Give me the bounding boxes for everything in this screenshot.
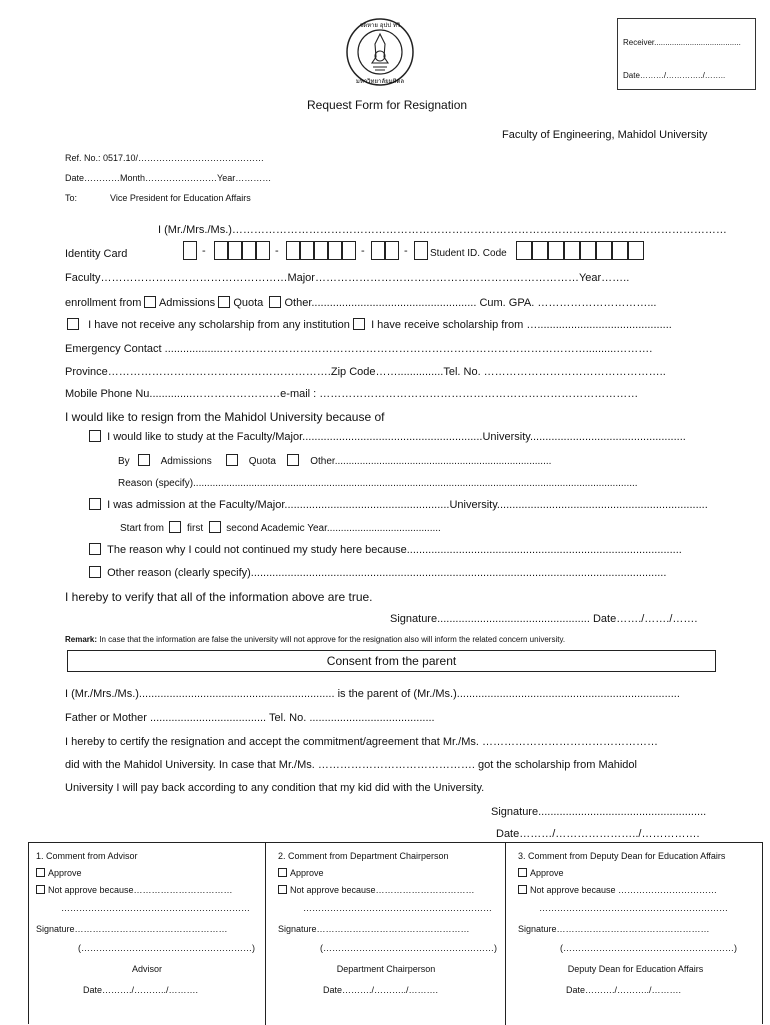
ref-no[interactable]: Ref. No.: 0517.10/…………………………………… bbox=[65, 153, 265, 163]
not-approve-line[interactable]: Not approve because…………………………… bbox=[48, 885, 233, 895]
date-line[interactable]: Date………./………../………. bbox=[566, 985, 682, 995]
header-date[interactable]: Date…………Month……………………Year………… bbox=[65, 173, 272, 183]
seal-top-text: จดหาย อุปป ทวิ bbox=[359, 22, 401, 29]
student-id-digit-box[interactable] bbox=[532, 241, 548, 260]
by-other-line[interactable]: Other.............................................................................. bbox=[310, 456, 552, 467]
student-id-digit-box[interactable] bbox=[580, 241, 596, 260]
id-digit-box[interactable] bbox=[385, 241, 399, 260]
reason-4-line[interactable]: Other reason (clearly specify)........................................................................................................................................ bbox=[107, 567, 667, 579]
name-paren[interactable]: (…………………………………………………) bbox=[560, 943, 737, 953]
consent-line-4[interactable]: did with the Mahidol University. In case that Mr./Ms. ……………………………………. got the scholarship from Mahidol bbox=[65, 759, 637, 771]
approve-option[interactable] bbox=[36, 868, 82, 878]
reason-2-row bbox=[89, 498, 708, 511]
name-paren[interactable]: (…………………………………………………) bbox=[78, 943, 255, 953]
reason-1-by-row bbox=[118, 454, 551, 467]
no-scholarship-label: I have not receive any scholarship from any institution bbox=[88, 319, 350, 331]
by-quota-label: Quota bbox=[248, 456, 276, 467]
not-approve-option[interactable] bbox=[278, 885, 475, 895]
mahidol-university-seal bbox=[345, 17, 415, 87]
emergency-contact-line[interactable]: Emergency Contact ...................………………………………………………………………………………………..........………. bbox=[65, 343, 653, 355]
by-label: By bbox=[118, 456, 130, 467]
reason-3-row bbox=[89, 543, 682, 556]
other-gpa-line[interactable]: Other...................................................... Cum. GPA. …………………………... bbox=[284, 297, 657, 309]
parent-date[interactable]: Date………/…………………../……………. bbox=[496, 828, 700, 840]
scholarship-row bbox=[67, 318, 672, 331]
id-digit-box[interactable] bbox=[414, 241, 428, 260]
remark-text: In case that the information are false the university will not approve for the resignation also will inform the related concern university. bbox=[97, 635, 566, 644]
no-scholarship-checkbox[interactable] bbox=[67, 318, 79, 330]
second-line[interactable]: second Academic Year......................................... bbox=[226, 523, 441, 534]
approve-option[interactable] bbox=[278, 868, 324, 878]
consent-line-5: University I will pay back according to any condition that my kid did with the University. bbox=[65, 782, 485, 794]
id-digit-box[interactable] bbox=[256, 241, 270, 260]
consent-line-2[interactable]: Father or Mother ...................................... Tel. No. ......................................... bbox=[65, 712, 435, 724]
start-from-row bbox=[120, 521, 441, 534]
reasons-heading: I would like to resign from the Mahidol University because of bbox=[65, 410, 385, 424]
approve-checkbox[interactable] bbox=[36, 868, 45, 877]
by-quota-checkbox[interactable] bbox=[226, 454, 238, 466]
second-checkbox[interactable] bbox=[209, 521, 221, 533]
student-id-digit-box[interactable] bbox=[596, 241, 612, 260]
enrollment-row bbox=[65, 296, 657, 309]
admissions-label: Admissions bbox=[158, 297, 216, 309]
student-id-digit-box[interactable] bbox=[516, 241, 532, 260]
reason-1-row bbox=[89, 430, 686, 443]
applicant-name-line[interactable]: I (Mr./Mrs./Ms.)……………………………………………………………………………………………………………………… bbox=[158, 224, 727, 236]
admissions-checkbox[interactable] bbox=[144, 296, 156, 308]
not-approve-line[interactable]: Not approve because…………………………… bbox=[290, 885, 475, 895]
name-paren[interactable]: (…………………………………………………) bbox=[320, 943, 497, 953]
form-title: Request Form for Resignation bbox=[307, 98, 468, 112]
faculty-header: Faculty of Engineering, Mahidol University bbox=[502, 129, 708, 141]
student-id-digit-box[interactable] bbox=[628, 241, 644, 260]
comment-dots[interactable]: ……………………………………………………… bbox=[539, 903, 728, 913]
advisor-comment-column bbox=[29, 843, 265, 1025]
not-approve-option[interactable] bbox=[36, 885, 233, 895]
comment-title: 1. Comment from Advisor bbox=[36, 851, 138, 861]
receiver-line[interactable]: Receiver....................................... bbox=[623, 38, 741, 47]
date-line[interactable]: Date………./………../………. bbox=[323, 985, 439, 995]
approve-label: Approve bbox=[530, 868, 564, 878]
reason-3-line[interactable]: The reason why I could not continued my study here because.......................................................................................... bbox=[107, 544, 682, 556]
seal-bottom-text: มหาวิทยาลัยมหิดล bbox=[355, 78, 405, 85]
id-digit-box[interactable] bbox=[183, 241, 197, 260]
student-id-label: Student ID. Code bbox=[430, 248, 507, 259]
reason-1-line[interactable]: I would like to study at the Faculty/Major...........................................................University................................................... bbox=[107, 431, 686, 443]
consent-line-3[interactable]: I hereby to certify the resignation and accept the commitment/agreement that Mr./Ms. ………………………………………… bbox=[65, 736, 658, 748]
approval-table bbox=[28, 842, 763, 1024]
chairperson-comment-column bbox=[265, 843, 505, 1025]
comment-title: 3. Comment from Deputy Dean for Education Affairs bbox=[518, 851, 726, 861]
reason-specify-line[interactable]: Reason (specify)................................................................................................................................................................ bbox=[118, 478, 638, 489]
reason-4-checkbox[interactable] bbox=[89, 566, 101, 578]
reason-2-line[interactable]: I was admission at the Faculty/Major......................................................University..................................................................... bbox=[107, 499, 708, 511]
has-scholarship-line[interactable]: I have receive scholarship from …............................................ bbox=[371, 319, 672, 331]
first-label: first bbox=[187, 523, 204, 534]
student-id-digit-box[interactable] bbox=[612, 241, 628, 260]
comment-dots[interactable]: ……………………………………………………… bbox=[303, 903, 492, 913]
identity-card-label: Identity Card bbox=[65, 248, 128, 260]
remark bbox=[65, 635, 565, 644]
parent-signature[interactable]: Signature....................................................... bbox=[491, 806, 707, 818]
first-checkbox[interactable] bbox=[169, 521, 181, 533]
id-digit-box[interactable] bbox=[314, 241, 328, 260]
to-label: To: bbox=[65, 193, 78, 203]
id-digit-box[interactable] bbox=[228, 241, 242, 260]
applicant-signature-date[interactable]: Signature.................................................. Date……./……./……. bbox=[390, 613, 698, 625]
reason-2-checkbox[interactable] bbox=[89, 498, 101, 510]
not-approve-line[interactable]: Not approve because …………………………… bbox=[530, 885, 718, 895]
reason-3-checkbox[interactable] bbox=[89, 543, 101, 555]
id-digit-box[interactable] bbox=[342, 241, 356, 260]
comment-dots[interactable]: ……………………………………………………… bbox=[61, 903, 250, 913]
deputy-dean-comment-column bbox=[505, 843, 764, 1025]
date-line[interactable]: Date………./………../………. bbox=[83, 985, 199, 995]
id-digit-box[interactable] bbox=[328, 241, 342, 260]
consent-line-1[interactable]: I (Mr./Mrs./Ms.)................................................................ is the parent of (Mr./Ms.)......................................................................... bbox=[65, 688, 680, 700]
quota-checkbox[interactable] bbox=[218, 296, 230, 308]
not-approve-option[interactable] bbox=[518, 885, 717, 895]
student-id-digit-box[interactable] bbox=[564, 241, 580, 260]
id-digit-box[interactable] bbox=[300, 241, 314, 260]
faculty-major-year-line[interactable]: Faculty……………………………………………Major………………………………………………………………Year…….. bbox=[65, 272, 630, 284]
role-label: Advisor bbox=[131, 964, 162, 974]
id-digit-box[interactable] bbox=[214, 241, 228, 260]
receiver-box bbox=[617, 18, 756, 90]
mobile-email-line[interactable]: Mobile Phone Nu..............……………………e-mail : …………………………………………………………………………… bbox=[65, 388, 639, 400]
consent-title: Consent from the parent bbox=[67, 650, 716, 672]
reason-4-row bbox=[89, 566, 666, 579]
signature-line[interactable]: Signature…………………………………………… bbox=[518, 924, 710, 934]
signature-line[interactable]: Signature…………………………………………… bbox=[278, 924, 470, 934]
role-label: Department Chairperson bbox=[336, 964, 436, 974]
by-admissions-checkbox[interactable] bbox=[138, 454, 150, 466]
not-approve-checkbox[interactable] bbox=[518, 885, 527, 894]
not-approve-checkbox[interactable] bbox=[36, 885, 45, 894]
quota-label: Quota bbox=[233, 297, 264, 309]
start-from-label: Start from bbox=[120, 523, 164, 534]
signature-line[interactable]: Signature…………………………………………… bbox=[36, 924, 228, 934]
to-value: Vice President for Education Affairs bbox=[110, 193, 251, 203]
reason-1-checkbox[interactable] bbox=[89, 430, 101, 442]
remark-label: Remark: bbox=[65, 635, 98, 644]
by-admissions-label: Admissions bbox=[160, 456, 212, 467]
id-digit-box[interactable] bbox=[371, 241, 385, 260]
province-line[interactable]: Province…………………………………………………….Zip Code……...............Tel. No. ………………………………………….. bbox=[65, 366, 666, 378]
approve-checkbox[interactable] bbox=[278, 868, 287, 877]
approve-label: Approve bbox=[48, 868, 82, 878]
id-digit-box[interactable] bbox=[242, 241, 256, 260]
role-label: Deputy Dean for Education Affairs bbox=[567, 964, 704, 974]
not-approve-checkbox[interactable] bbox=[278, 885, 287, 894]
id-digit-box[interactable] bbox=[286, 241, 300, 260]
enrollment-from-label: enrollment from bbox=[65, 297, 142, 309]
other-checkbox[interactable] bbox=[269, 296, 281, 308]
approve-checkbox[interactable] bbox=[518, 868, 527, 877]
approve-option[interactable] bbox=[518, 868, 564, 878]
comment-title: 2. Comment from Department Chairperson bbox=[278, 851, 449, 861]
student-id-digit-box[interactable] bbox=[548, 241, 564, 260]
receiver-date-line[interactable]: Date………/…………../…….. bbox=[623, 71, 726, 80]
has-scholarship-checkbox[interactable] bbox=[353, 318, 365, 330]
approve-label: Approve bbox=[290, 868, 324, 878]
by-other-checkbox[interactable] bbox=[287, 454, 299, 466]
verify-statement: I hereby to verify that all of the information above are true. bbox=[65, 590, 373, 604]
